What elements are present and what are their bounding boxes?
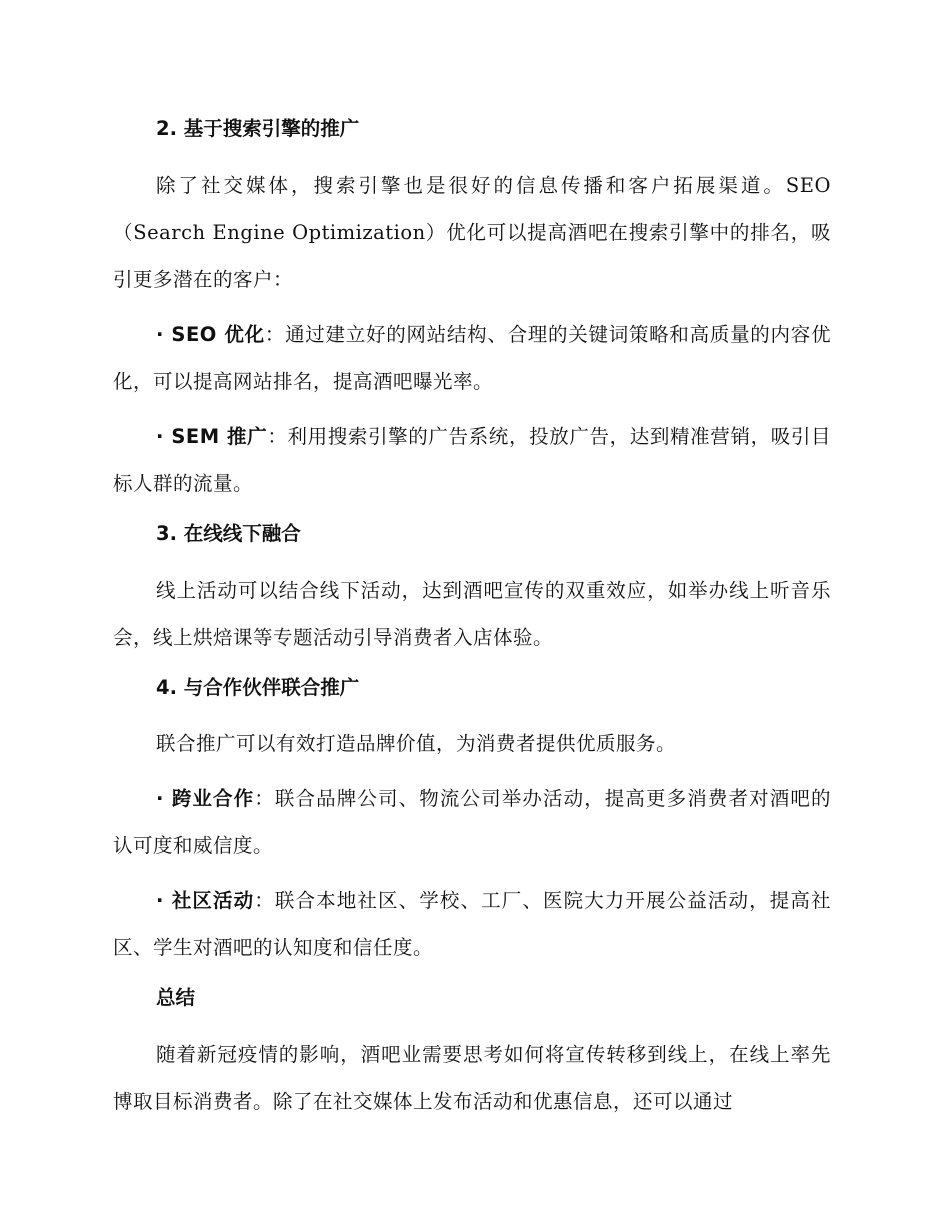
bullet-text: ：通过建立好的网站结构、合理的关键词策略和高质量的内容优化，可以提高网站排名，提高酒吧曝光率。 — [113, 323, 831, 393]
bullet-text: ：联合品牌公司、物流公司举办活动，提高更多消费者对酒吧的认可度和威信度。 — [113, 787, 831, 857]
section-intro-online-offline: 线上活动可以结合线下活动，达到酒吧宣传的双重效应，如举办线上听音乐会，线上烘焙课等专题活动引导消费者入店体验。 — [113, 579, 831, 649]
bullet-cross-industry — [113, 775, 831, 869]
bullet-text: ：利用搜索引擎的广告系统，投放广告，达到精准营销，吸引目标人群的流量。 — [113, 425, 831, 495]
section-intro-summary: 随着新冠疫情的影响，酒吧业需要思考如何将宣传转移到线上，在线上率先博取目标消费者。除了在社交媒体上发布活动和优惠信息，还可以通过 — [113, 1043, 831, 1113]
section-heading-search-engine: 2. 基于搜索引擎的推广 — [156, 117, 360, 140]
section-heading-partners: 4. 与合作伙伴联合推广 — [156, 676, 360, 699]
section-intro-partners: 联合推广可以有效打造品牌价值，为消费者提供优质服务。 — [156, 732, 677, 755]
document-page — [113, 110, 831, 1133]
section-intro-search-engine: 除了社交媒体，搜索引擎也是很好的信息传播和客户拓展渠道。SEO（Search Engine Optimization）优化可以提高酒吧在搜索引擎中的排名，吸引更多潜在的客户： — [113, 174, 831, 291]
bullet-term: · SEM 推广 — [156, 425, 268, 448]
bullet-term: · 跨业合作 — [156, 787, 255, 810]
bullet-sem — [113, 413, 831, 507]
section-heading-online-offline: 3. 在线线下融合 — [156, 522, 301, 545]
section-heading-summary: 总结 — [156, 986, 196, 1009]
bullet-seo — [113, 311, 831, 405]
bullet-text: ：联合本地社区、学校、工厂、医院大力开展公益活动，提高社区、学生对酒吧的认知度和信任度。 — [113, 889, 831, 959]
bullet-term: · 社区活动 — [156, 889, 255, 912]
bullet-term: · SEO 优化 — [156, 323, 265, 346]
bullet-community — [113, 877, 831, 971]
